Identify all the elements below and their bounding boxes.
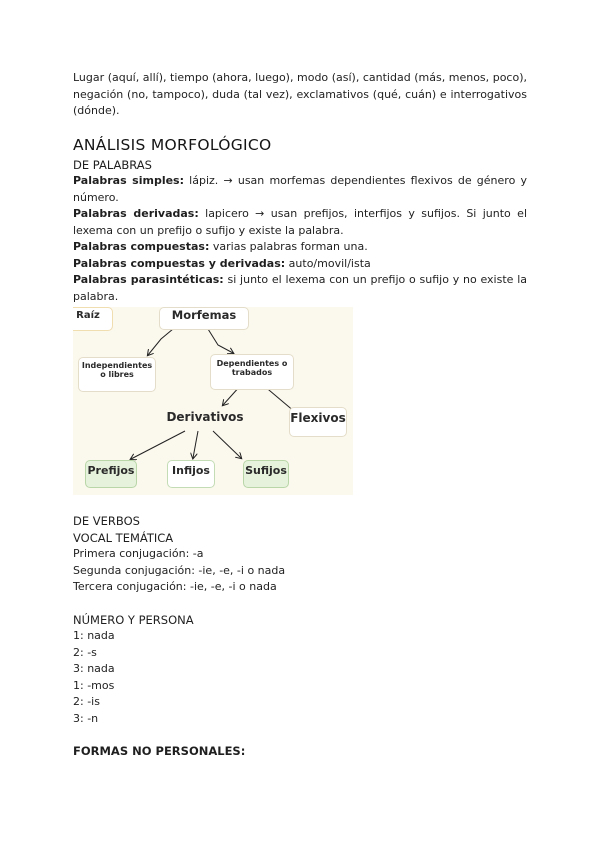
intro-paragraph: Lugar (aquí, allí), tiempo (ahora, luego), modo (así), cantidad (más, menos, poco), negación (no, tampoco), duda (tal vez), exclamativos (qué, cuán) e interrogativos (dónde). [73,71,527,117]
item-term: Palabras derivadas: [73,207,199,220]
item-simples [73,173,527,206]
verbos-heading: DE VERBOS [73,514,140,528]
node-sufijos: Sufijos [243,460,289,488]
node-dependientes: Dependientes o trabados [210,354,294,390]
vocal-heading: VOCAL TEMÁTICA [73,530,174,545]
arrow-morfemas-dependientes [208,329,233,353]
item-term: Palabras compuestas y derivadas: [73,256,286,270]
item-text: lapicero → usan prefijos, interfijos y sufijos. Si junto el lexema con un prefijo o sufijo y existe la palabra. [73,207,527,237]
node-prefijos: Prefijos [85,460,137,488]
node-morfemas: Morfemas [159,307,249,330]
numero-line: 2: -s [73,645,97,659]
item-term: Palabras compuestas: [73,240,210,253]
numero-line: 2: -is [73,695,100,708]
numero-heading: NÚMERO Y PERSONA [73,612,194,627]
vocal-line: Tercera conjugación: -ie, -e, -i o nada [73,580,277,593]
numero-line: 1: nada [73,629,115,642]
node-derivativos: Derivativos [166,410,244,424]
item-term: Palabras simples: [73,174,184,187]
item-term: Palabras parasintéticas: [73,273,224,286]
arrow-derivativos-prefijos [131,431,185,459]
section-title: ANÁLISIS MORFOLÓGICO [73,135,272,154]
item-text: lápiz. → usan morfemas dependientes flexivos de género y número. [73,174,527,204]
arrow-morfemas-independientes [148,329,173,355]
document-page [73,70,527,760]
node-raiz: Raíz [73,307,113,331]
item-text: varias palabras forman una. [209,240,368,253]
item-compuestas-derivadas [73,256,527,273]
node-independientes: Independientes o libres [78,357,156,392]
morphemes-diagram [73,307,353,495]
vocal-line: Segunda conjugación: -ie, -e, -i o nada [73,563,286,577]
numero-line: 1: -mos [73,678,115,692]
item-parasinteticas [73,272,527,305]
arrow-derivativos-infijos [193,431,198,458]
node-infijos: Infijos [167,460,215,488]
vocal-line: Primera conjugación: -a [73,547,204,560]
palabras-heading: DE PALABRAS [73,157,152,172]
item-text: auto/movil/ista [285,256,371,270]
item-derivadas [73,206,527,239]
arrow-derivativos-sufijos [213,431,241,458]
numero-line: 3: nada [73,662,115,675]
node-flexivos: Flexivos [289,407,347,437]
item-text: si junto el lexema con un prefijo o sufijo y no existe la palabra. [73,273,527,303]
numero-line: 3: -n [73,711,99,725]
formas-heading: FORMAS NO PERSONALES: [73,744,246,758]
item-compuestas [73,239,527,256]
